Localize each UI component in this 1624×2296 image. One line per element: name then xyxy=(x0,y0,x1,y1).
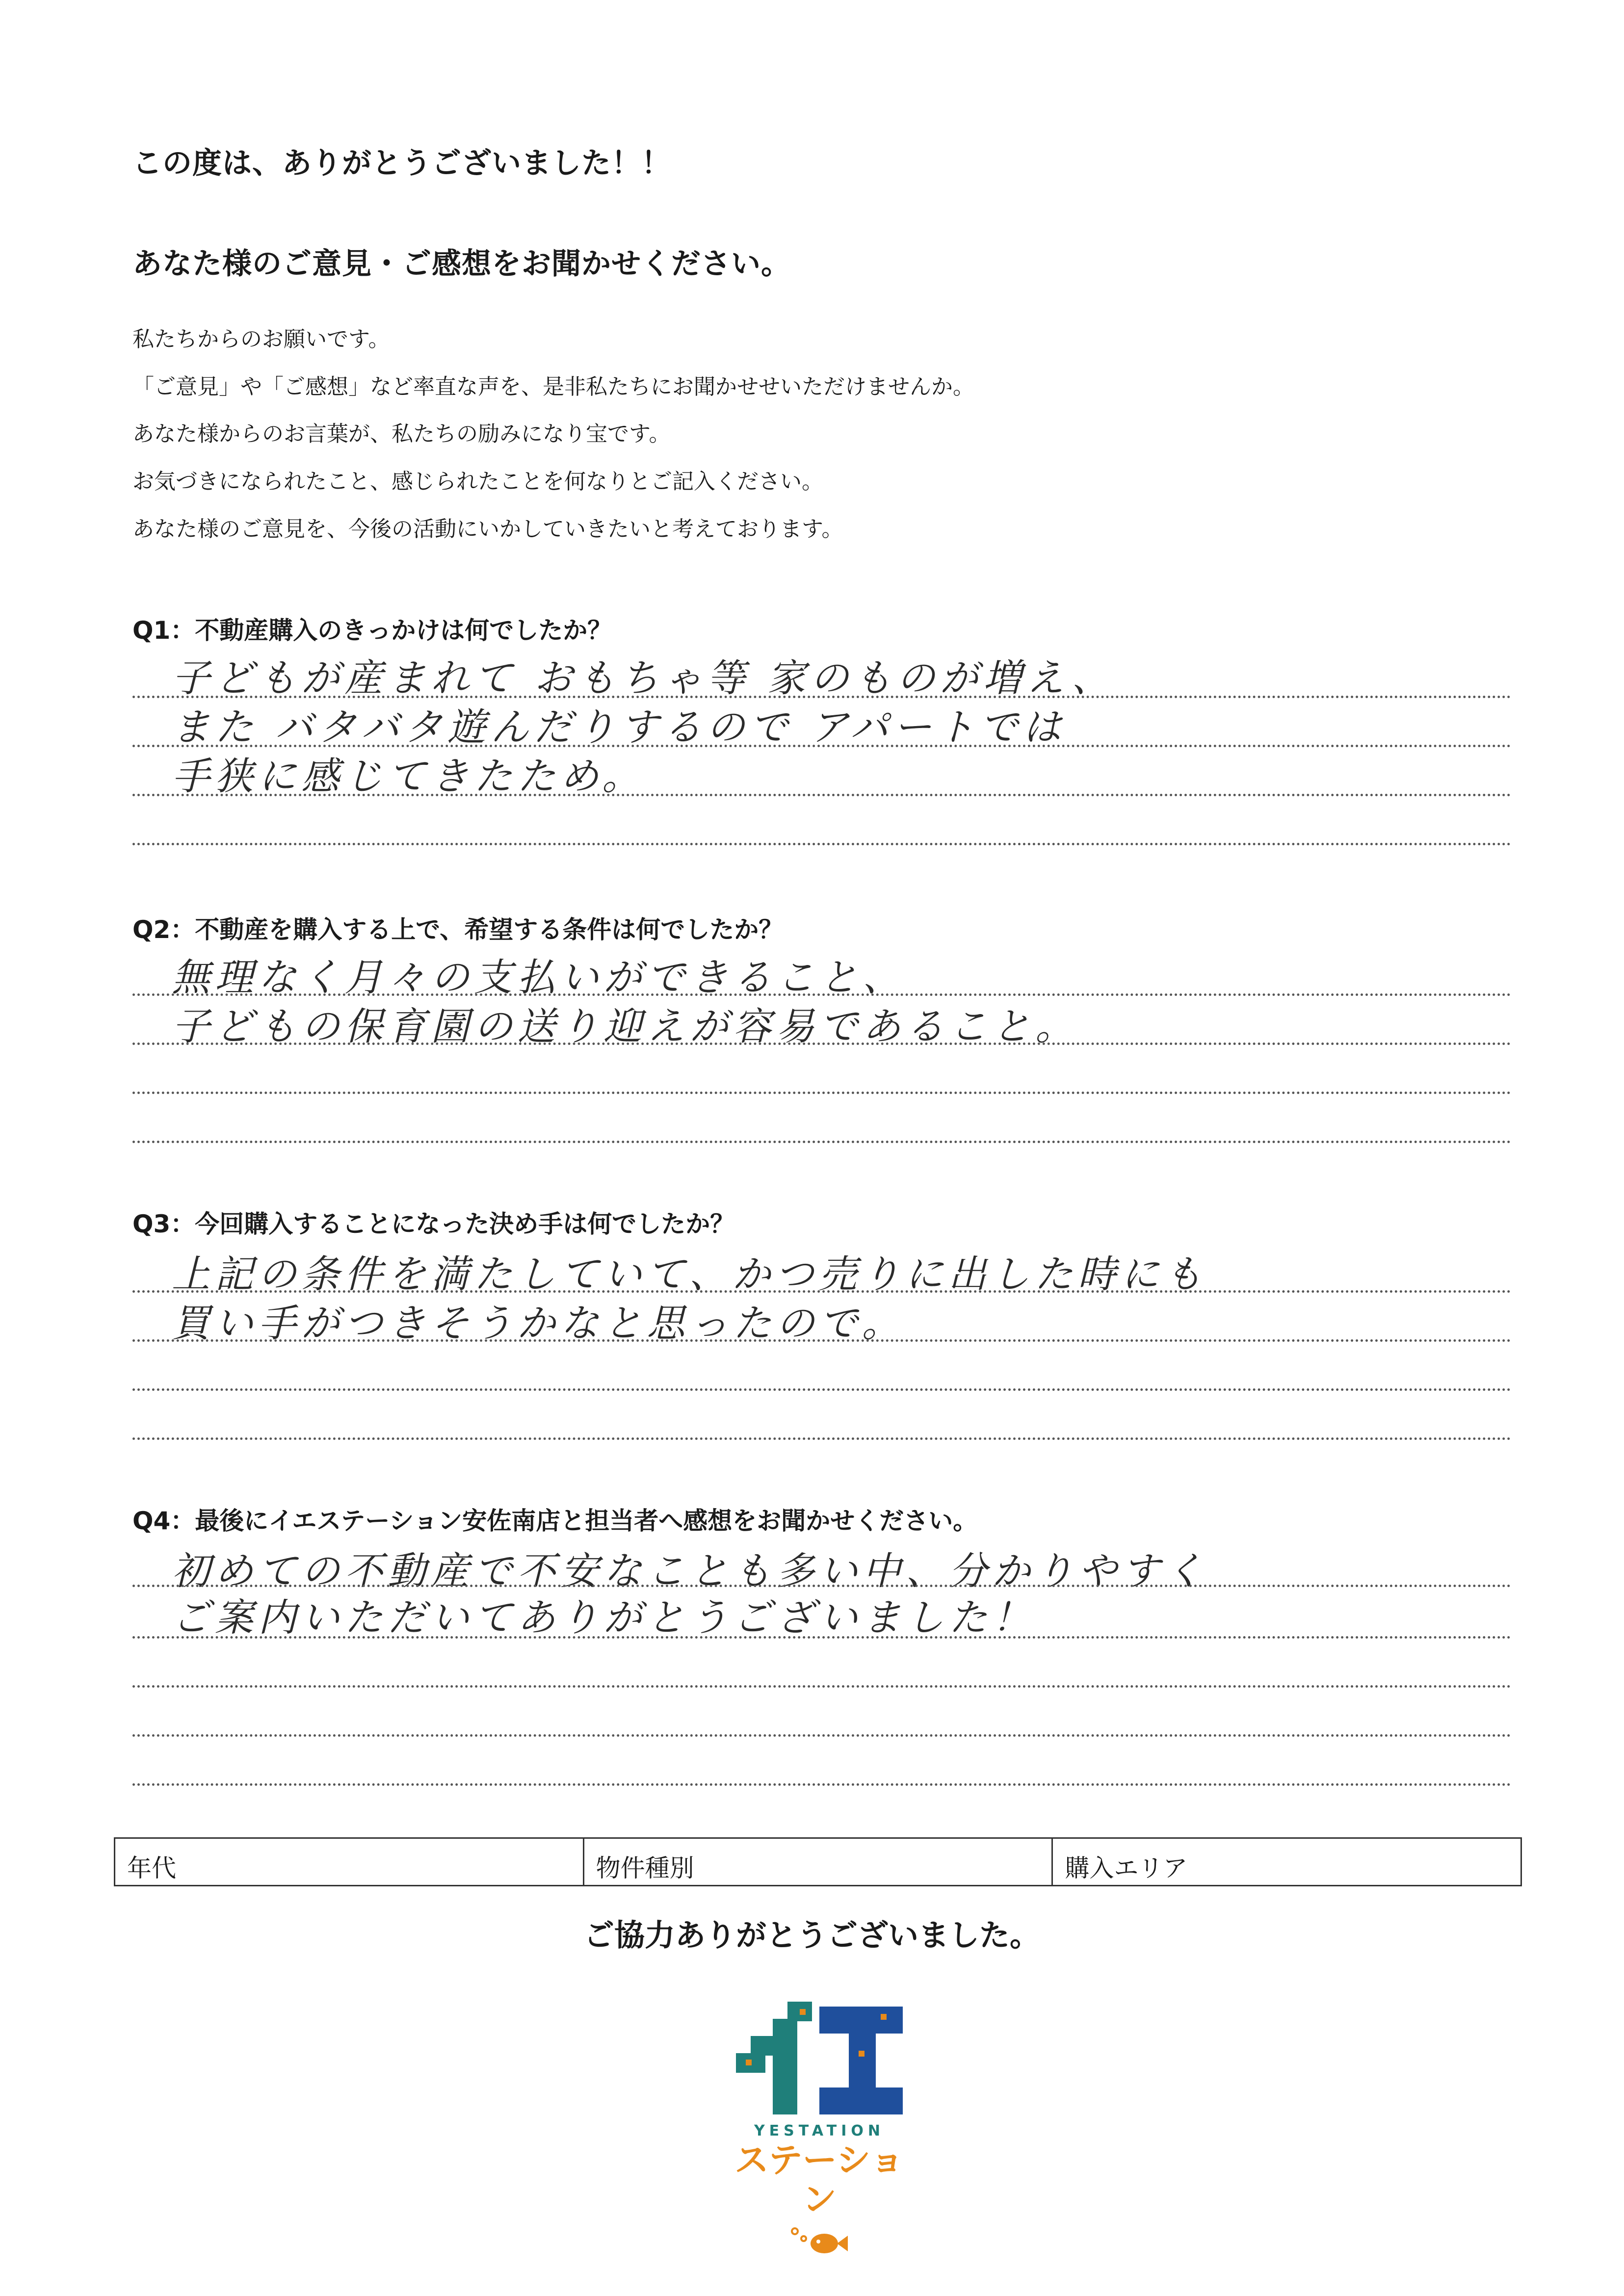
question-label-q4: Q4：最後にイエステーション安佐南店と担当者へ感想をお聞かせください。 xyxy=(132,1507,978,1535)
question-label-q3: Q3：今回購入することになった決め手は何でしたか？ xyxy=(132,1210,735,1238)
answer-rule xyxy=(132,1141,1511,1143)
intro-line: 私たちからのお願いです。 xyxy=(132,327,390,352)
answer-rule xyxy=(132,1437,1511,1440)
answer-rule xyxy=(132,1339,1511,1342)
answer-rule xyxy=(132,1043,1511,1045)
question-label-q2: Q2：不動産を購入する上で、希望する条件は何でしたか？ xyxy=(132,915,784,944)
handwritten-answer-line: 子どもの保育園の送り迎えが容易であること。 xyxy=(172,1005,1079,1049)
fish-icon xyxy=(790,2224,849,2258)
answer-rule xyxy=(132,794,1511,796)
handwritten-answer-line: 子どもが産まれて おもちゃ等 家のものが増え、 xyxy=(172,656,1115,701)
handwritten-answer-line: 無理なく月々の支払いができること、 xyxy=(172,956,906,1000)
answer-rule xyxy=(132,1734,1511,1737)
handwritten-answer-line: 買い手がつきそうかなと思ったので。 xyxy=(172,1302,905,1346)
question-label-q1: Q1：不動産購入のきっかけは何でしたか？ xyxy=(132,616,612,645)
handwritten-answer-line: ご案内いただいてありがとうございました！ xyxy=(172,1596,1036,1640)
intro-line: あなた様からのお言葉が、私たちの励みになり宝です。 xyxy=(132,421,671,446)
age-cell: 年代 xyxy=(115,1839,584,1885)
handwritten-answer-line: 手狭に感じてきたため。 xyxy=(172,755,645,799)
answer-rule xyxy=(132,1092,1511,1094)
closing-thanks: ご協力ありがとうございました。 xyxy=(583,1917,1040,1953)
handwritten-answer-line: 上記の条件を満たしていて、かつ売りに出した時にも xyxy=(172,1252,1207,1297)
answer-rule xyxy=(132,1685,1511,1688)
intro-line: 「ご意見」や「ご感想」など率直な声を、是非私たちにお聞かせせいただけませんか。 xyxy=(132,374,974,399)
intro-line: あなた様のご意見を、今後の活動にいかしていきたいと考えております。 xyxy=(132,517,843,542)
thanks-title: この度は、ありがとうございました！！ xyxy=(132,146,671,181)
intro-line: お気づきになられたこと、感じられたことを何なりとご記入ください。 xyxy=(132,469,823,494)
respondent-info-table xyxy=(114,1837,1522,1886)
ie-logo-mark-icon xyxy=(731,1997,908,2119)
answer-rule xyxy=(132,1636,1511,1639)
handwritten-answer-line: また バタバタ遊んだりするので アパートでは xyxy=(172,705,1066,750)
logo-katakana-text: ステーション xyxy=(734,2140,904,2219)
property-type-cell: 物件種別 xyxy=(584,1839,1053,1885)
logo-latin-text: YESTATION xyxy=(754,2122,885,2139)
answer-rule xyxy=(132,1783,1511,1786)
purchase-area-cell: 購入エリア xyxy=(1065,1854,1188,1882)
request-title: あなた様のご意見・ご感想をお聞かせください。 xyxy=(132,247,791,281)
answer-rule xyxy=(132,1388,1511,1391)
yestation-logo xyxy=(731,1997,908,2219)
handwritten-answer-line: 初めての不動産で不安なことも多い中、分かりやすく xyxy=(172,1549,1208,1593)
answer-rule xyxy=(132,843,1511,845)
